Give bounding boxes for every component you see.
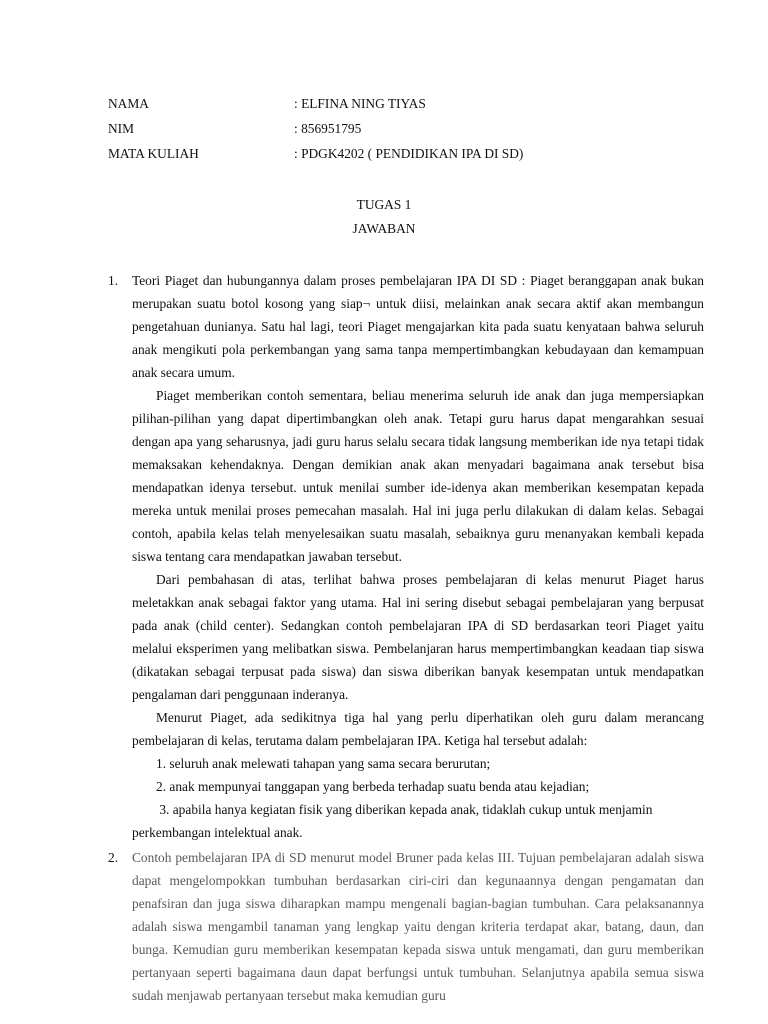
answer-1-paragraph-1: Teori Piaget dan hubungannya dalam proses pembelajaran IPA DI SD : Piaget beranggapan anak bukan merupakan suatu botol kosong yang siap¬ untuk diisi, melainkan anak secara aktif akan membangun pengetahuan dunianya. Satu hal lagi, teori Piaget mengajarkan kita pada suatu kenyataan bahwa seluruh anak mengikuti pola perkembangan yang sama tanpa mempertimbangkan kebudayaan dan kemampuan anak secara umum.: [132, 273, 704, 380]
answer-body-1: [132, 269, 704, 844]
nama-label: NAMA: [108, 96, 149, 111]
matkul-value: : PDGK4202 ( PENDIDIKAN IPA DI SD): [294, 146, 524, 161]
answer-1-list-item-1: 1. seluruh anak melewati tahapan yang sama secara berurutan;: [156, 756, 491, 771]
document-title: TUGAS 1: [356, 197, 412, 212]
answer-2-paragraph-1: Contoh pembelajaran IPA di SD menurut model Bruner pada kelas III. Tujuan pembelajaran adalah siswa dapat mengelompokkan tumbuhan berdasarkan ciri-ciri dan kegunaannya dengan pengamatan dan penafsiran dan juga siswa diharapkan mampu mengenali bagian-bagian tumbuhan. Cara pelaksanannya adalah siswa mengambil tanaman yang lengkap yaitu dengan kriteria terdapat akar, batang, daun, dan bunga. Kemudian guru memberikan kesempatan kepada siswa untuk mengamati, dan guru memberikan pertanyaan seperti bagaimana daun dapat berfungsi untuk tumbuhan. Selanjutnya apabila semua siswa sudah menjawab pertanyaan tersebut maka kemudian guru: [132, 850, 704, 1003]
answer-number-2: 2.: [108, 850, 119, 865]
matkul-label: MATA KULIAH: [108, 146, 199, 161]
answer-number-1: 1.: [108, 273, 119, 288]
header-row-matkul: [108, 144, 708, 164]
document-subtitle: JAWABAN: [352, 221, 416, 236]
nim-label: NIM: [108, 121, 135, 136]
nama-value: : ELFINA NING TIYAS: [294, 96, 426, 111]
answer-body-2: [132, 846, 704, 1007]
answer-1-list-item-3-continued: perkembangan intelektual anak.: [132, 825, 303, 840]
nim-value: : 856951795: [294, 121, 362, 136]
answer-1-paragraph-3: Dari pembahasan di atas, terlihat bahwa proses pembelajaran di kelas menurut Piaget harus meletakkan anak sebagai faktor yang utama. Hal ini sering disebut sebagai pembelajaran yang berpusat pada anak (child center). Sedangkan contoh pembelajaran IPA di SD berdasarkan teori Piaget yaitu melalui eksperimen yang melibatkan siswa. Pembelanjaran harus mempertimbangkan keadaan tiap siswa (dikatakan sebagai terpusat pada siswa) dan siswa diberikan banyak kesempatan untuk mendapatkan pengalaman dari penggunaan inderanya.: [132, 572, 704, 702]
answer-1-list-item-2: 2. anak mempunyai tanggapan yang berbeda terhadap suatu benda atau kejadian;: [156, 779, 590, 794]
answer-1-paragraph-2: Piaget memberikan contoh sementara, beliau menerima seluruh ide anak dan juga mempersiapkan pilihan-pilihan yang dapat dipertimbangkan oleh anak. Tetapi guru harus dapat mengarahkan sesuai dengan apa yang seharusnya, jadi guru harus selalu secara tidak langsung memberikan ide nya tetapi tidak memaksakan kehendaknya. Dengan demikian anak akan menyadari bagaimana anak tersebut bisa mendapatkan idenya tersebut. untuk menilai sumber ide-idenya akan memberikan kesempatan kepada mereka untuk menilai proses pemecahan masalah. Hal ini juga perlu dilakukan di dalam kelas. Sebagai contoh, apabila kelas telah menyelesaikan suatu masalah, sebaiknya guru menanyakan kembali kepada siswa tentang cara mendapatkan jawaban tersebut.: [132, 388, 704, 564]
header-row-nim: [108, 119, 708, 139]
answer-1-list-item-3: 3. apabila hanya kegiatan fisik yang diberikan kepada anak, tidaklah cukup untuk menjamin: [156, 802, 653, 817]
answer-1-paragraph-4: Menurut Piaget, ada sedikitnya tiga hal yang perlu diperhatikan oleh guru dalam merancang pembelajaran di kelas, terutama dalam pembelajaran IPA. Ketiga hal tersebut adalah:: [132, 710, 704, 748]
header-row-nama: [108, 94, 708, 114]
